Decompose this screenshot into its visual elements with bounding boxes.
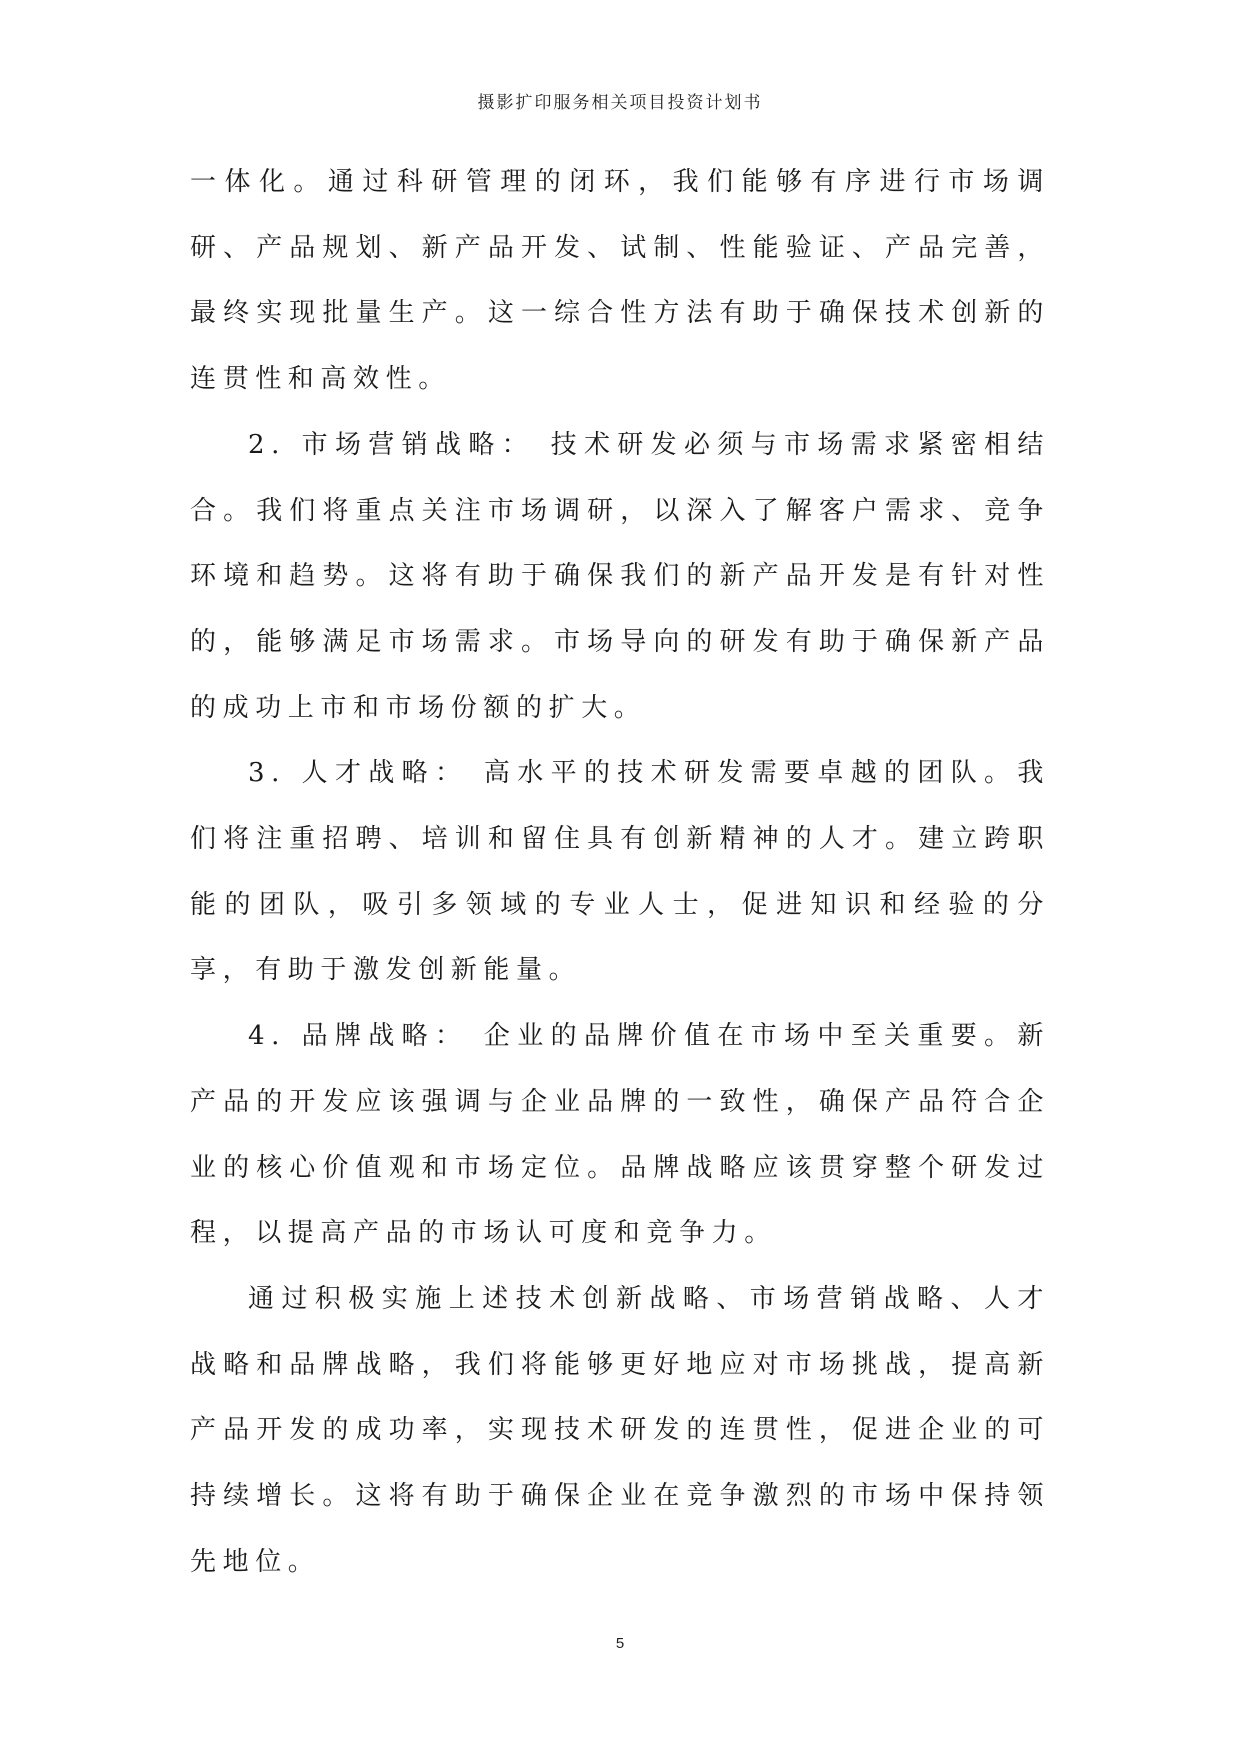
- paragraph-talent-strategy: 3. 人才战略： 高水平的技术研发需要卓越的团队。我们将注重招聘、培训和留住具有创新精神的人才。建立跨职能的团队，吸引多领域的专业人士，促进知识和经验的分享，有助于激发创新能量。: [190, 758, 1050, 986]
- paragraph-marketing-strategy: 2. 市场营销战略： 技术研发必须与市场需求紧密相结合。我们将重点关注市场调研，以深入了解客户需求、竞争环境和趋势。这将有助于确保我们的新产品开发是有针对性的，能够满足市场需求。市场导向的研发有助于确保新产品的成功上市和市场份额的扩大。: [190, 429, 1050, 723]
- page-number: 5: [615, 1635, 625, 1652]
- paragraph-conclusion: 通过积极实施上述技术创新战略、市场营销战略、人才战略和品牌战略，我们将能够更好地应对市场挑战，提高新产品开发的成功率，实现技术研发的连贯性，促进企业的可持续增长。这将有助于确保企业在竞争激烈的市场中保持领先地位。: [190, 1283, 1050, 1577]
- paragraph-continuation: 一体化。通过科研管理的闭环，我们能够有序进行市场调研、产品规划、新产品开发、试制、性能验证、产品完善，最终实现批量生产。这一综合性方法有助于确保技术创新的连贯性和高效性。: [190, 167, 1050, 395]
- page-body: [190, 150, 1050, 1595]
- page-header-title: 摄影扩印服务相关项目投资计划书: [477, 93, 763, 113]
- paragraph-brand-strategy: 4. 品牌战略： 企业的品牌价值在市场中至关重要。新产品的开发应该强调与企业品牌的一致性，确保产品符合企业的核心价值观和市场定位。品牌战略应该贯穿整个研发过程，以提高产品的市场认可度和竞争力。: [190, 1021, 1050, 1249]
- header-divider: [190, 118, 1050, 119]
